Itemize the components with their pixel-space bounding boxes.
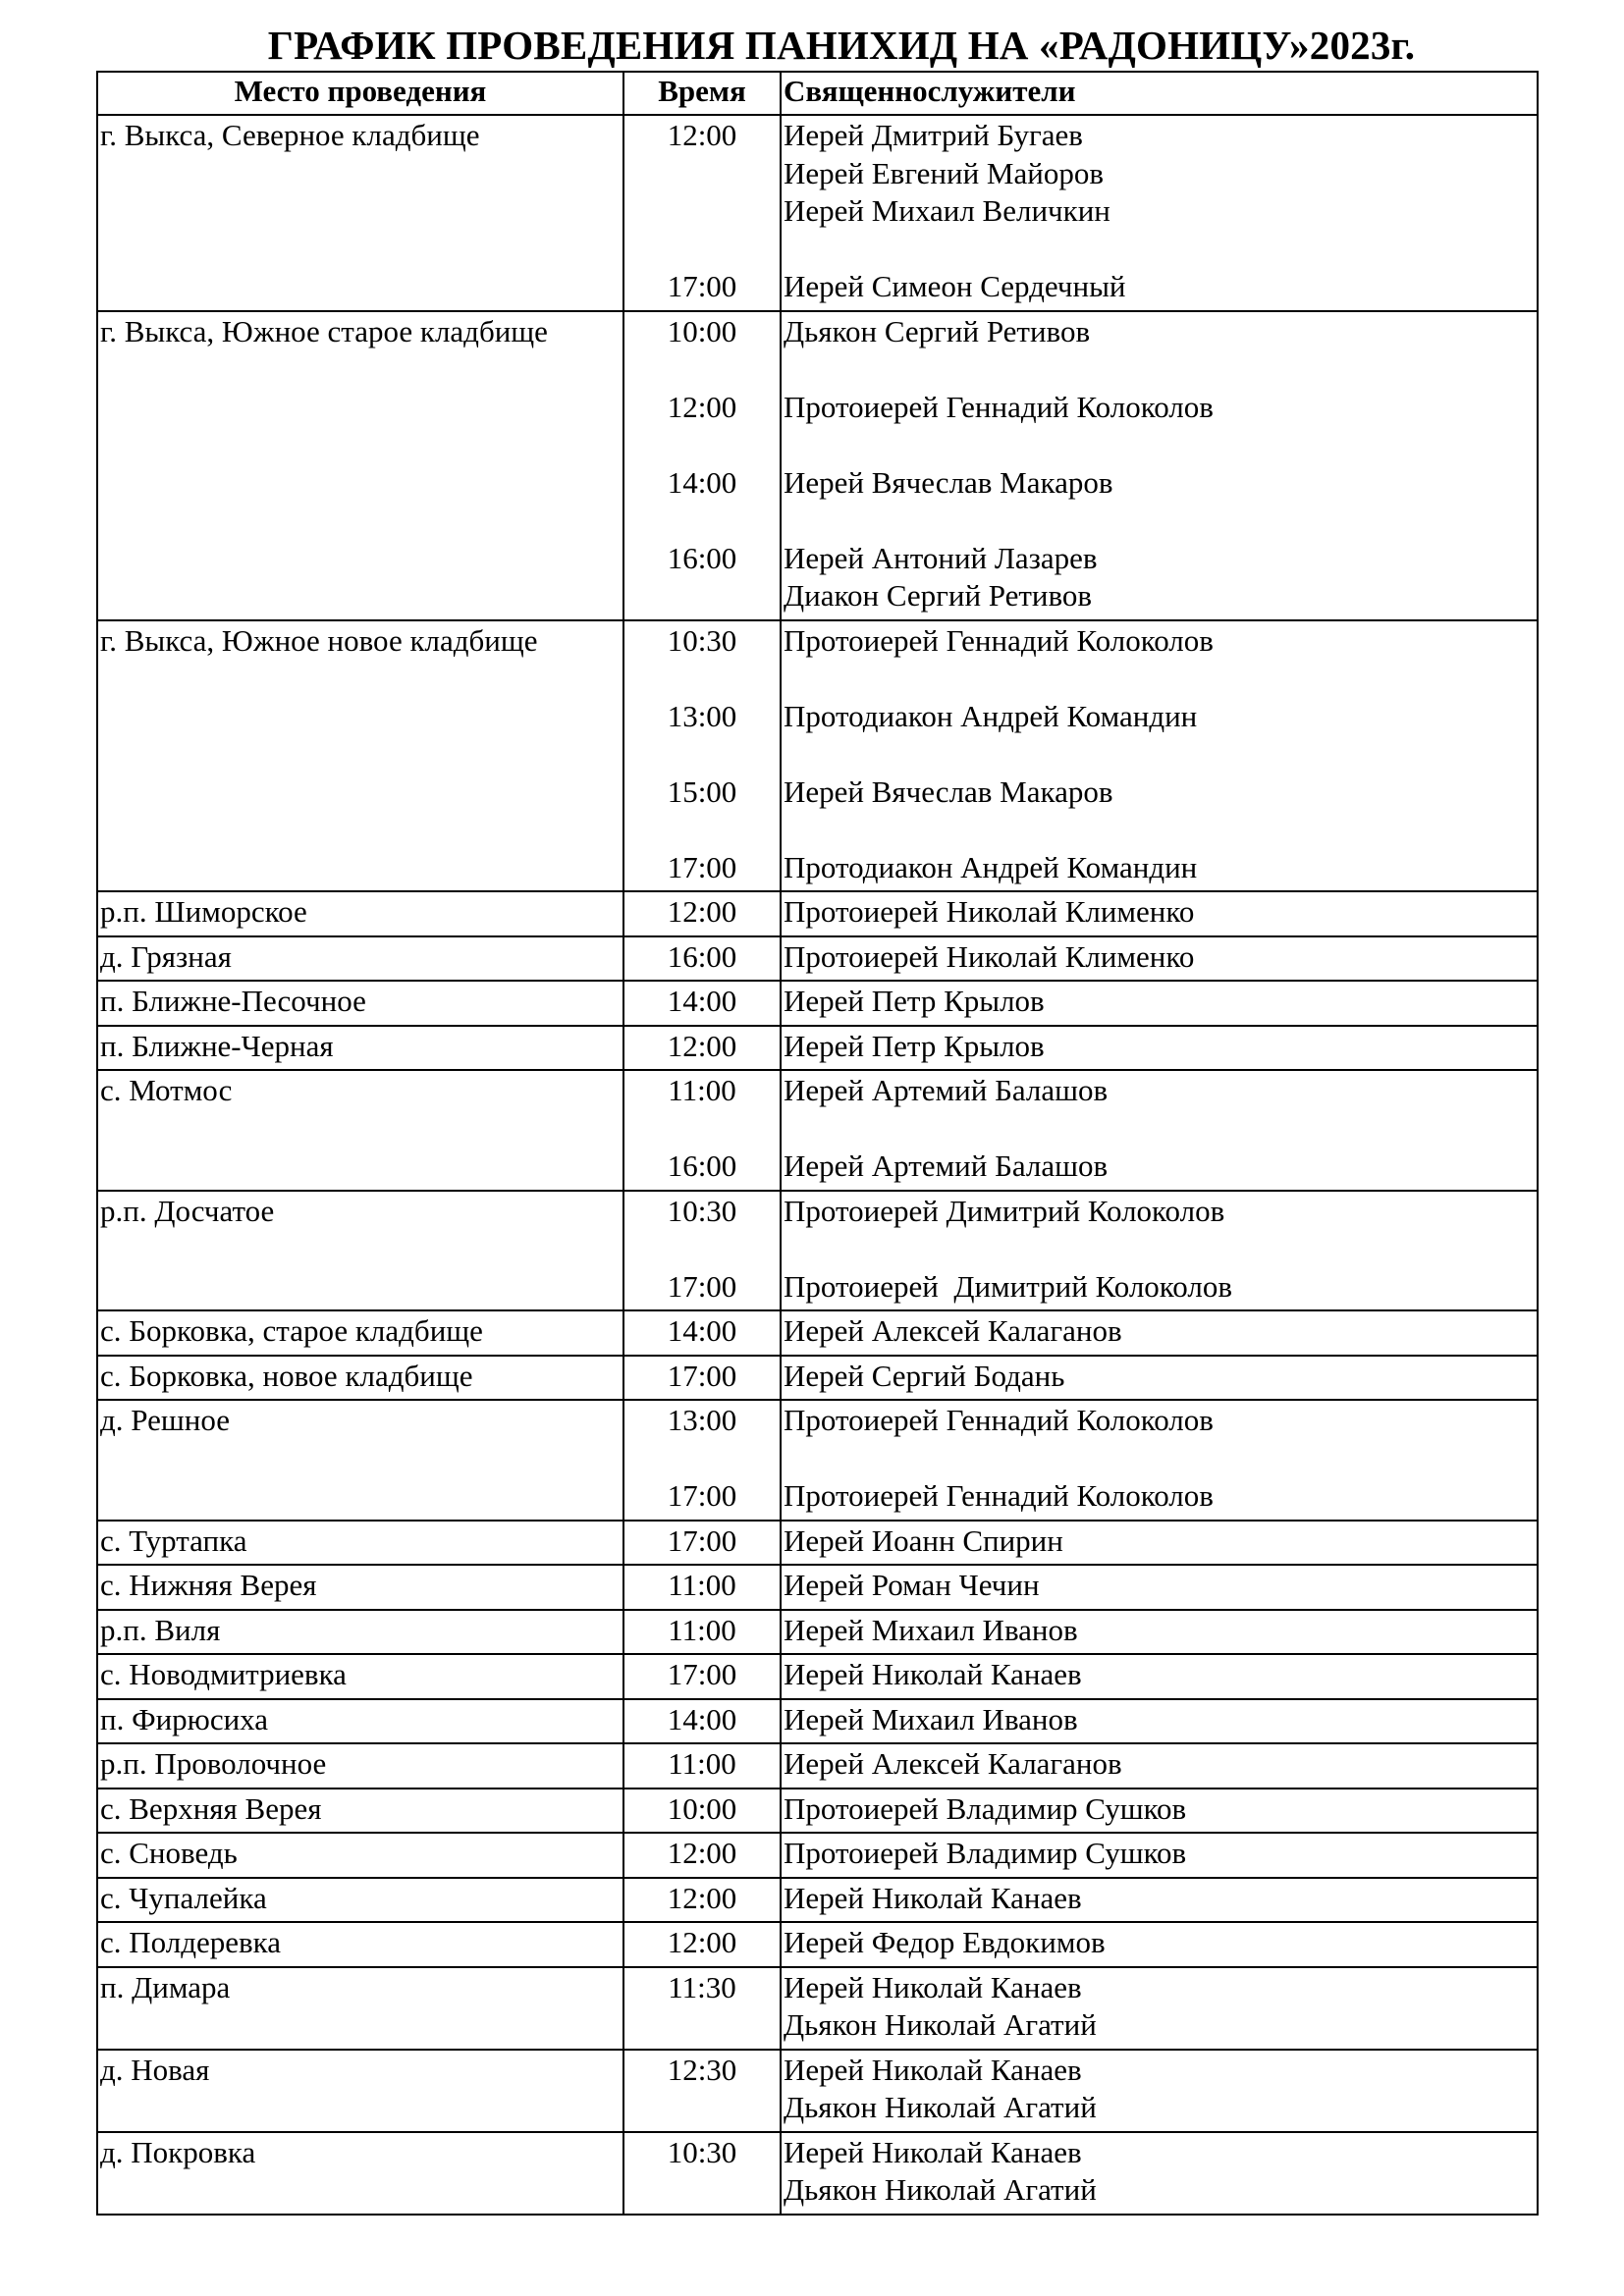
- table-row: [97, 1191, 1538, 1311]
- time-value: 12:00: [667, 1028, 737, 1063]
- clergy-cell: [781, 2050, 1538, 2132]
- clergy-name: Иерей Симеон Сердечный: [784, 269, 1126, 303]
- time-value: 14:00: [667, 984, 737, 1018]
- place-cell: п. Димара: [97, 1967, 623, 2050]
- time-value: 17:00: [667, 1522, 737, 1558]
- time-cell: [623, 1356, 781, 1401]
- time-value: 12:00: [667, 894, 737, 929]
- table-header: [97, 72, 1538, 115]
- place-cell: р.п. Проволочное: [97, 1743, 623, 1789]
- time-value: 12:00: [667, 1925, 737, 1959]
- slot-spacer: [626, 1440, 778, 1478]
- clergy-name: Иерей Вячеслав Макаров: [784, 464, 1113, 500]
- slot-spacer: [626, 1230, 778, 1268]
- place-cell: г. Выкса, Северное кладбище: [97, 115, 623, 311]
- clergy-cell: [781, 1356, 1538, 1401]
- slot-spacer: [784, 1230, 1535, 1268]
- clergy-name: Дьякон Сергий Ретивов: [784, 313, 1091, 348]
- place-cell: с. Верхняя Верея: [97, 1789, 623, 1834]
- table-row: [97, 1699, 1538, 1744]
- clergy-name: Иерей Артемий Балашов: [784, 1073, 1109, 1107]
- clergy-cell: [781, 1565, 1538, 1610]
- clergy-name: Иерей Дмитрий Бугаев: [784, 118, 1083, 152]
- slot-spacer: [784, 502, 1535, 540]
- time-cell: [623, 1310, 781, 1356]
- time-value: 14:00: [667, 1701, 737, 1736]
- table-row: [97, 1789, 1538, 1834]
- time-cell: [623, 115, 781, 311]
- time-value: 10:30: [667, 2134, 737, 2169]
- time-value: 13:00: [667, 698, 737, 733]
- table-row: [97, 1565, 1538, 1610]
- clergy-name: Иерей Николай Канаев: [784, 1880, 1082, 1915]
- slot-spacer: [626, 231, 778, 269]
- clergy-name: Иерей Николай Канаев: [784, 1969, 1082, 2004]
- table-row: [97, 115, 1538, 311]
- clergy-cell: [781, 311, 1538, 620]
- time-value: 16:00: [667, 1148, 737, 1183]
- clergy-name: Иерей Алексей Калаганов: [784, 1746, 1122, 1781]
- clergy-name: Иерей Федор Евдокимов: [784, 1925, 1106, 1959]
- table-row: [97, 1521, 1538, 1566]
- time-value: 14:00: [667, 1313, 737, 1348]
- time-cell: [623, 1521, 781, 1566]
- time-value: 14:00: [667, 464, 737, 500]
- slot-spacer: [626, 502, 778, 540]
- place-cell: с. Борковка, старое кладбище: [97, 1310, 623, 1356]
- table-row: [97, 620, 1538, 892]
- clergy-name: Диакон Сергий Ретивов: [784, 578, 1093, 613]
- time-value: 12:00: [667, 1880, 737, 1915]
- place-cell: р.п. Виля: [97, 1610, 623, 1655]
- clergy-name: Дьякон Николай Агатий: [784, 2172, 1097, 2207]
- time-cell: [623, 936, 781, 982]
- time-value: 16:00: [667, 540, 737, 575]
- clergy-name: Иерей Петр Крылов: [784, 984, 1045, 1018]
- time-cell: [623, 1610, 781, 1655]
- table-row: [97, 2050, 1538, 2132]
- time-cell: [623, 981, 781, 1026]
- place-cell: с. Новодмитриевка: [97, 1654, 623, 1699]
- place-cell: д. Грязная: [97, 936, 623, 982]
- clergy-name: Иерей Сергий Бодань: [784, 1358, 1065, 1393]
- clergy-cell: [781, 1400, 1538, 1521]
- header-clergy: Священнослужители: [781, 72, 1538, 115]
- time-value: 13:00: [667, 1403, 737, 1437]
- clergy-name: Протодиакон Андрей Командин: [784, 698, 1198, 733]
- time-value: 11:00: [668, 1746, 736, 1781]
- slot-spacer: [784, 1440, 1535, 1478]
- clergy-name: Иерей Николай Канаев: [784, 2052, 1082, 2087]
- time-cell: [623, 2132, 781, 2215]
- time-cell: [623, 311, 781, 620]
- clergy-name: Протоиерей Димитрий Колоколов: [784, 1268, 1232, 1304]
- page-title: ГРАФИК ПРОВЕДЕНИЯ ПАНИХИД НА «РАДОНИЦУ»2023г.: [267, 23, 1416, 68]
- clergy-cell: [781, 1699, 1538, 1744]
- clergy-name: Дьякон Николай Агатий: [784, 2007, 1097, 2042]
- line-spacer: [626, 2089, 778, 2127]
- clergy-name: Протоиерей Владимир Сушков: [784, 1836, 1187, 1870]
- clergy-name: Протоиерей Николай Клименко: [784, 938, 1195, 974]
- table-row: [97, 936, 1538, 982]
- time-value: 11:00: [668, 1073, 736, 1107]
- table-row: [97, 1967, 1538, 2050]
- place-cell: с. Борковка, новое кладбище: [97, 1356, 623, 1401]
- clergy-name: Протоиерей Геннадий Колоколов: [784, 1478, 1214, 1513]
- time-value: 16:00: [667, 938, 737, 974]
- clergy-cell: [781, 1521, 1538, 1566]
- clergy-name: Иерей Антоний Лазарев: [784, 540, 1098, 575]
- slot-spacer: [626, 660, 778, 698]
- time-cell: [623, 1565, 781, 1610]
- table-row: [97, 1400, 1538, 1521]
- header-time: Время: [623, 72, 781, 115]
- clergy-cell: [781, 936, 1538, 982]
- clergy-name: Иерей Николай Канаев: [784, 1657, 1082, 1691]
- time-value: 10:00: [667, 313, 737, 348]
- clergy-name: Иерей Роман Чечин: [784, 1568, 1040, 1602]
- clergy-cell: [781, 1191, 1538, 1311]
- clergy-cell: [781, 620, 1538, 892]
- clergy-name: Протоиерей Геннадий Колоколов: [784, 622, 1214, 658]
- clergy-name: Иерей Артемий Балашов: [784, 1148, 1109, 1183]
- table-row: [97, 1070, 1538, 1191]
- time-value: 12:00: [667, 118, 737, 152]
- time-cell: [623, 1654, 781, 1699]
- time-cell: [623, 1789, 781, 1834]
- time-value: 17:00: [667, 1657, 737, 1691]
- clergy-cell: [781, 1878, 1538, 1923]
- place-cell: д. Новая: [97, 2050, 623, 2132]
- table-row: [97, 1356, 1538, 1401]
- time-value: 17:00: [667, 1268, 737, 1304]
- clergy-name: Протодиакон Андрей Командин: [784, 849, 1198, 884]
- line-spacer: [626, 192, 778, 231]
- slot-spacer: [784, 811, 1535, 849]
- place-cell: п. Ближне-Песочное: [97, 981, 623, 1026]
- line-spacer: [626, 2171, 778, 2210]
- line-spacer: [626, 577, 778, 615]
- time-cell: [623, 620, 781, 892]
- clergy-name: Иерей Иоанн Спирин: [784, 1522, 1063, 1558]
- slot-spacer: [784, 426, 1535, 464]
- place-cell: с. Туртапка: [97, 1521, 623, 1566]
- place-cell: с. Чупалейка: [97, 1878, 623, 1923]
- time-value: 12:00: [667, 1836, 737, 1870]
- table-body: [97, 115, 1538, 2215]
- place-cell: д. Покровка: [97, 2132, 623, 2215]
- clergy-cell: [781, 1789, 1538, 1834]
- clergy-cell: [781, 1922, 1538, 1967]
- place-cell: с. Мотмос: [97, 1070, 623, 1191]
- table-row: [97, 311, 1538, 620]
- time-cell: [623, 1400, 781, 1521]
- table-row: [97, 1922, 1538, 1967]
- time-cell: [623, 1070, 781, 1191]
- clergy-name: Протоиерей Владимир Сушков: [784, 1790, 1187, 1826]
- clergy-cell: [781, 1967, 1538, 2050]
- clergy-cell: [781, 2132, 1538, 2215]
- clergy-cell: [781, 1654, 1538, 1699]
- slot-spacer: [784, 350, 1535, 389]
- time-value: 10:00: [667, 1790, 737, 1826]
- time-cell: [623, 1967, 781, 2050]
- place-cell: п. Ближне-Черная: [97, 1026, 623, 1071]
- time-value: 12:30: [667, 2052, 737, 2087]
- line-spacer: [626, 2006, 778, 2045]
- time-value: 17:00: [667, 1358, 737, 1393]
- slot-spacer: [626, 1110, 778, 1148]
- time-cell: [623, 1699, 781, 1744]
- time-cell: [623, 1743, 781, 1789]
- clergy-name: Иерей Евгений Майоров: [784, 155, 1104, 190]
- table-row: [97, 1743, 1538, 1789]
- table-row: [97, 1310, 1538, 1356]
- place-cell: п. Фирюсиха: [97, 1699, 623, 1744]
- clergy-name: Иерей Алексей Калаганов: [784, 1313, 1122, 1348]
- table-row: [97, 1610, 1538, 1655]
- time-cell: [623, 1026, 781, 1071]
- clergy-cell: [781, 1026, 1538, 1071]
- time-value: 10:30: [667, 1193, 737, 1228]
- time-cell: [623, 891, 781, 936]
- slot-spacer: [784, 1110, 1535, 1148]
- clergy-name: Протоиерей Геннадий Колоколов: [784, 1403, 1214, 1437]
- time-value: 17:00: [667, 269, 737, 303]
- clergy-name: Протоиерей Димитрий Колоколов: [784, 1193, 1225, 1228]
- clergy-cell: [781, 891, 1538, 936]
- clergy-name: Иерей Николай Канаев: [784, 2134, 1082, 2169]
- line-spacer: [626, 155, 778, 193]
- clergy-cell: [781, 1310, 1538, 1356]
- slot-spacer: [784, 660, 1535, 698]
- clergy-name: Протоиерей Николай Клименко: [784, 894, 1195, 929]
- table-row: [97, 1878, 1538, 1923]
- place-cell: с. Полдеревка: [97, 1922, 623, 1967]
- slot-spacer: [626, 735, 778, 774]
- clergy-cell: [781, 1833, 1538, 1878]
- place-cell: д. Решное: [97, 1400, 623, 1521]
- slot-spacer: [626, 426, 778, 464]
- schedule-table: [96, 71, 1539, 2216]
- time-cell: [623, 2050, 781, 2132]
- clergy-cell: [781, 1610, 1538, 1655]
- clergy-name: Иерей Михаил Величкин: [784, 193, 1110, 228]
- time-value: 10:30: [667, 622, 737, 658]
- time-value: 11:30: [668, 1969, 736, 2004]
- time-value: 11:00: [668, 1568, 736, 1602]
- table-row: [97, 981, 1538, 1026]
- time-cell: [623, 1833, 781, 1878]
- place-cell: с. Сноведь: [97, 1833, 623, 1878]
- table-row: [97, 891, 1538, 936]
- slot-spacer: [626, 350, 778, 389]
- place-cell: г. Выкса, Южное старое кладбище: [97, 311, 623, 620]
- clergy-name: Иерей Вячеслав Макаров: [784, 774, 1113, 809]
- clergy-cell: [781, 1743, 1538, 1789]
- clergy-name: Дьякон Николай Агатий: [784, 2090, 1097, 2124]
- place-cell: с. Нижняя Верея: [97, 1565, 623, 1610]
- clergy-name: Иерей Петр Крылов: [784, 1028, 1045, 1063]
- time-cell: [623, 1878, 781, 1923]
- time-value: 17:00: [667, 849, 737, 884]
- time-value: 17:00: [667, 1478, 737, 1513]
- time-value: 15:00: [667, 774, 737, 809]
- place-cell: р.п. Досчатое: [97, 1191, 623, 1311]
- header-place: Место проведения: [97, 72, 623, 115]
- time-cell: [623, 1191, 781, 1311]
- time-cell: [623, 1922, 781, 1967]
- slot-spacer: [784, 735, 1535, 774]
- place-cell: р.п. Шиморское: [97, 891, 623, 936]
- clergy-cell: [781, 981, 1538, 1026]
- table-row: [97, 1833, 1538, 1878]
- clergy-cell: [781, 115, 1538, 311]
- table-row: [97, 1654, 1538, 1699]
- clergy-name: Иерей Михаил Иванов: [784, 1612, 1078, 1647]
- time-value: 12:00: [667, 389, 737, 424]
- time-value: 11:00: [668, 1612, 736, 1647]
- slot-spacer: [626, 811, 778, 849]
- clergy-cell: [781, 1070, 1538, 1191]
- table-row: [97, 1026, 1538, 1071]
- clergy-name: Протоиерей Геннадий Колоколов: [784, 389, 1214, 424]
- slot-spacer: [784, 231, 1535, 269]
- table-row: [97, 2132, 1538, 2215]
- header-row: [97, 72, 1538, 115]
- clergy-name: Иерей Михаил Иванов: [784, 1701, 1078, 1736]
- place-cell: г. Выкса, Южное новое кладбище: [97, 620, 623, 892]
